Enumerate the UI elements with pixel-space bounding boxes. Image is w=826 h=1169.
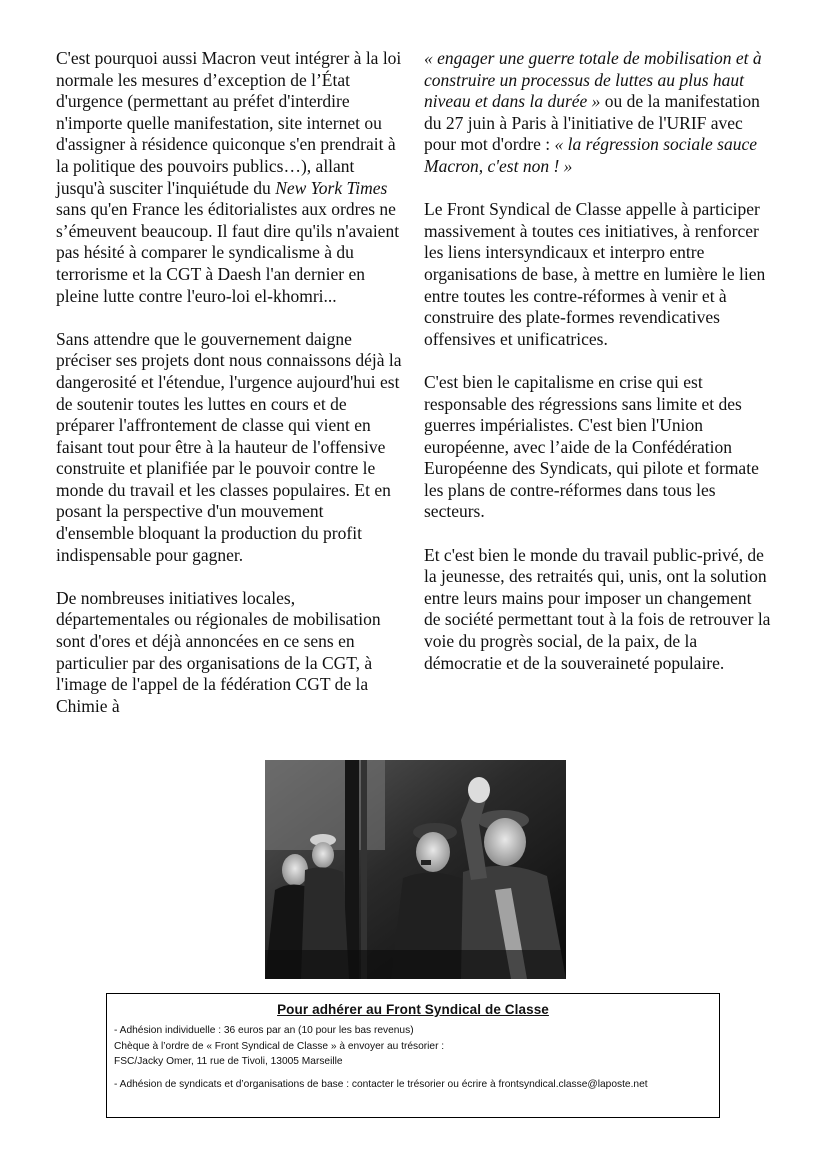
text-run-1: ou de la manifestation du 27 juin à Paris à l'initiative de l'URIF avec pour mot d'ordre : bbox=[424, 91, 760, 155]
membership-box bbox=[106, 993, 720, 1118]
italic-run-1: New York Times bbox=[275, 177, 388, 198]
left-paragraph-1 bbox=[56, 48, 402, 307]
left-paragraph-2: Sans attendre que le gouvernement daigne préciser ses projets dont nous connaissons déjà la dangerosité et l'étendue, l'urgence aujourd'hui est de soutenir toutes les luttes en cours et de préparer l'affrontement de classe qui vient en faisant tout pour être à la hauteur de l'offensive construite et planifiée par le pouvoir contre le monde du travail et les classes populaires. Et en posant la perspective d'un mouvement d'ensemble bloquant la production du profit indispensable pour gagner. bbox=[56, 328, 402, 565]
membership-line-address: FSC/Jacky Omer, 11 rue de Tivoli, 13005 Marseille bbox=[114, 1056, 343, 1067]
italic-run-0: « engager une guerre totale de mobilisation et à construire un processus de luttes au plus haut niveau et dans la durée » bbox=[424, 48, 762, 112]
protest-photo bbox=[265, 760, 566, 979]
text-run-2: sans qu'en France les éditorialistes aux ordres ne s’émeuvent beaucoup. Il faut dire qu'ils n'avaient pas hésité à comparer le syndicalisme à du terrorisme et la CGT à Daesh l'an dernier en pleine lutte contre l'euro-loi el-khomri... bbox=[56, 199, 400, 306]
membership-line-cheque: Chèque à l’ordre de « Front Syndical de Classe » à envoyer au trésorier : bbox=[114, 1040, 445, 1052]
right-column bbox=[424, 48, 772, 696]
italic-run-2: « la régression sociale sauce Macron, c'est non ! » bbox=[424, 134, 758, 176]
right-paragraph-2: Le Front Syndical de Classe appelle à participer massivement à toutes ces initiatives, à renforcer les liens intersyndicaux et interpro entre organisations de base, à mettre en lumière le lien entre toutes les contre-réformes à venir et à construire des plate-formes revendicatives offensives et unificatrices. bbox=[424, 199, 766, 349]
left-column bbox=[56, 48, 402, 739]
membership-line-organisations: - Adhésion de syndicats et d’organisations de base : contacter le trésorier ou écrire à frontsyndical.classe@laposte.net bbox=[114, 1078, 648, 1090]
right-paragraph-4: Et c'est bien le monde du travail public-privé, de la jeunesse, des retraités qui, unis, ont la solution entre leurs mains pour imposer un changement de société permettant tout à la fois de retrouver la voie du progrès social, de la paix, de la démocratie et de la souveraineté populaire. bbox=[424, 544, 771, 673]
right-paragraph-1 bbox=[424, 48, 772, 178]
membership-title: Pour adhérer au Front Syndical de Classe bbox=[277, 1002, 549, 1017]
right-paragraph-3: C'est bien le capitalisme en crise qui est responsable des régressions sans limite et des guerres impérialistes. C'est bien l'Union européenne, avec l’aide de la Confédération Européenne des Syndicats, qui pilote et formate les plans de contre-réformes dans tous les secteurs. bbox=[424, 371, 759, 522]
membership-line-individual: - Adhésion individuelle : 36 euros par an (10 pour les bas revenus) bbox=[114, 1025, 414, 1036]
text-run-0: C'est pourquoi aussi Macron veut intégrer à la loi normale les mesures d’exception de l’État d'urgence (permettant au préfet d'interdire n'importe quelle manifestation, site internet ou d'assigner à résidence quiconque s'en prendrait à la politique des pouvoirs publics…), allant jusqu'à susciter l'inquiétude du bbox=[56, 48, 402, 198]
left-paragraph-3: De nombreuses initiatives locales, départementales ou régionales de mobilisation sont d'ores et déjà annoncées en ce sens en particulier par des organisations de la CGT, à l'image de l'appel de la fédération CGT de la Chimie à bbox=[56, 587, 381, 716]
